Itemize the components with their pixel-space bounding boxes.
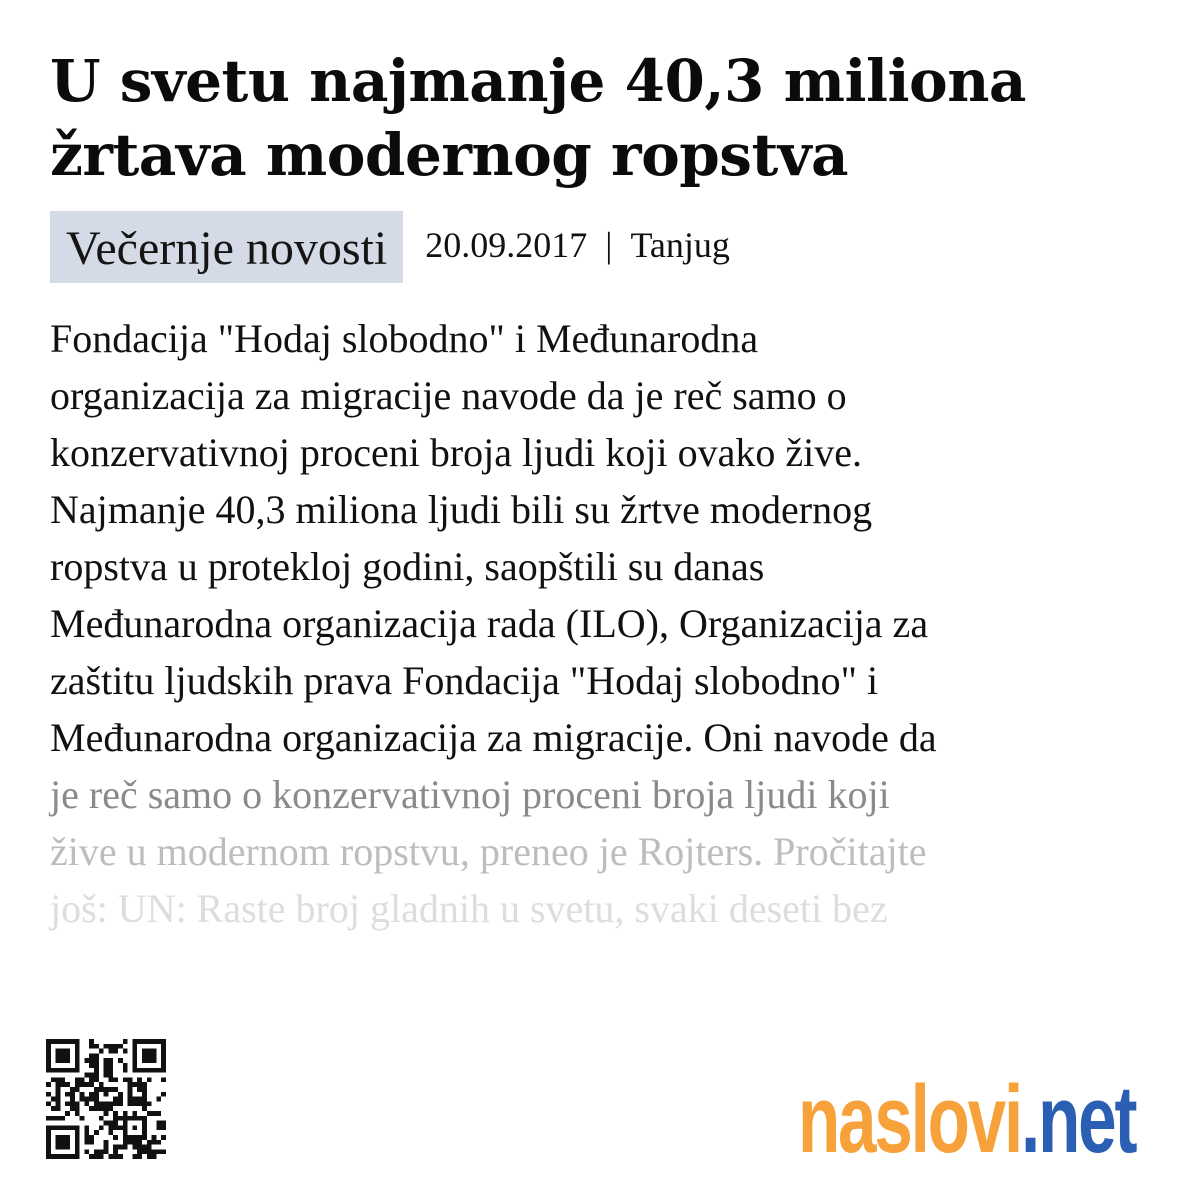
body-line-faded: žive u modernom ropstvu, preneo je Rojters. Pročitajte	[50, 829, 927, 874]
article-body	[50, 310, 1160, 937]
agency-name: Tanjug	[630, 225, 730, 265]
logo-text-orange: naslovi	[798, 1066, 1022, 1173]
meta-info	[425, 227, 730, 263]
naslovi-logo[interactable]	[798, 1066, 1136, 1173]
body-line: ropstva u protekloj godini, saopštili su danas	[50, 544, 765, 589]
meta-separator: |	[605, 225, 613, 265]
body-line: zaštitu ljudskih prava Fondacija "Hodaj slobodno" i	[50, 658, 879, 703]
body-line: konzervativnoj proceni broja ljudi koji ovako žive.	[50, 430, 862, 475]
body-line-faded: još: UN: Raste broj gladnih u svetu, svaki deseti bez	[50, 886, 888, 931]
body-line: Međunarodna organizacija rada (ILO), Organizacija za	[50, 601, 929, 646]
qr-code-icon[interactable]	[46, 1039, 166, 1159]
body-line: Najmanje 40,3 miliona ljudi bili su žrtve modernog	[50, 487, 873, 532]
body-line: Fondacija "Hodaj slobodno" i Međunarodna	[50, 316, 759, 361]
body-line: organizacija za migracije navode da je reč samo o	[50, 373, 847, 418]
body-line: Međunarodna organizacija za migracije. Oni navode da	[50, 715, 937, 760]
source-badge[interactable]: Večernje novosti	[50, 211, 403, 283]
logo-text-blue: .net	[1021, 1066, 1136, 1173]
article-headline: U svetu najmanje 40,3 miliona žrtava modernog ropstva	[50, 47, 1026, 189]
publish-date: 20.09.2017	[425, 225, 588, 265]
body-line-faded: je reč samo o konzervativnoj proceni broja ljudi koji	[50, 772, 890, 817]
article-meta	[50, 211, 730, 283]
